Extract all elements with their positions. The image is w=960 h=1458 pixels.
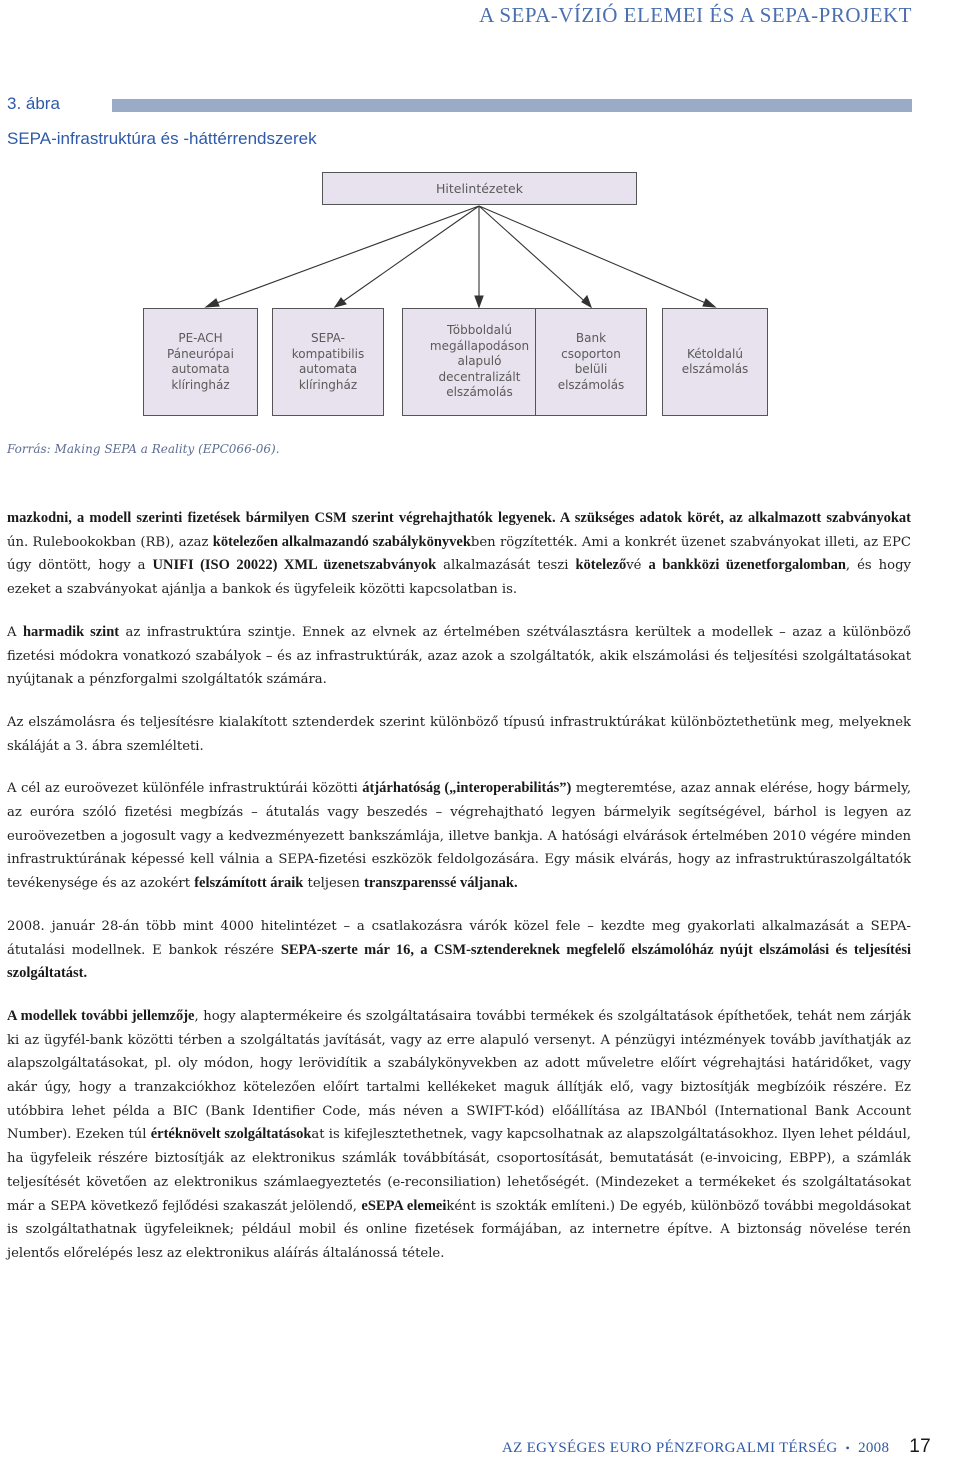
text-run: alkalmazását teszi <box>436 558 576 574</box>
text-run: ben rögzítették. Ami a konkrét üzenet szabványokat illeti, az EPC úgy döntött, hogy a <box>7 534 912 574</box>
text-run: vé <box>626 558 649 574</box>
text-run: 2008. január 28-án több mint 4000 hitelintézet – a csatlakozásra várók közel fele – kezdte meg gyakorlati alkalmazását a SEPA-átutalási modellnek. E bankok részére <box>7 918 911 958</box>
bold-run: SEPA-szerte már 16, a CSM-sztendereknek megfelelő elszámolóház nyújt elszámolási és teljesítési szolgáltatást. <box>7 941 911 982</box>
text-run: , hogy alaptermékeire és szolgáltatásaira további termékek és szolgáltatások építhetőek, tehát nem zárják ki az ügyfél-bank közötti térben a szolgáltatás javítását, vagy az erre alapuló versenyt. A pénzügyi intézmények tovább javíthatják az alapszolgáltatásokat, pl. oly módon, hogy lerövidítik a szabálykönyvekben az adott műveletre előírt végrehajtási határidőket, vagy akár úgy, hogy a tranzakciókhoz kötelezően előírt tartalmi kellékeket maguk állítják elő, vagy biztosítják megbízóik részére. Ez utóbbira lehet példa a BIC (Bank Identifier Code, más néven a SWIFT-kód) előállítása az IBANból (International Bank Account Number). Ezeken túl <box>7 1008 911 1143</box>
text-run: Az elszámolásra és teljesítésre kialakított sztenderdek szerint különböző típusú infrastruktúrákat különböztethetünk meg, melyeknek skáláját a 3. ábra szemlélteti. <box>7 714 911 754</box>
figure-title: SEPA-infrastruktúra és -háttérrendszerek <box>7 129 317 148</box>
text-run: at is kifejlesztethetnek, vagy kapcsolhatnak az alapszolgáltatásokhoz. Ilyen lehet például, ha ügyfeleik részére biztosítják az elektronikus számlák továbbítását, csoportosítását, bemutatását (e-invoicing, EBPP), a számlák teljesítését követően az elektronikus számlaegyeztetés (e-reconsiliation) lehetőségét. (Mindezeket a termékeket és szolgáltatásokat már a SEPA következő fejlődési szakaszát jelölendő, <box>7 1127 911 1214</box>
connector-5 <box>479 206 715 307</box>
text-run: az infrastruktúra szintje. Ennek az elvnek az értelmében szétválasztásra kerültek a modellek – azaz a különböző fizetési módokra vonatkozó szabályok – és az infrastruktúrák, azaz azok a szolgáltatók, akik elszámolási és teljesítési szolgáltatásokat nyújtanak a pénzforgalmi szolgáltatók számára. <box>7 624 911 688</box>
bold-run: UNIFI (ISO 20022) XML üzenetszabványok <box>152 557 437 574</box>
text-run: megteremtése, azaz annak elérése, hogy bármely, az euróra szóló fizetési megbízás – átutalás vagy beszedés – végrehajtható legyen bármelyik segítségével, bárhol is legyen az euroövezetben a jogosult vagy a kedvezményezett bankszámlája, illetve bankja. A hatósági elvárások értelmében 2010 végére minden infrastruktúrának képessé kell válnia a SEPA-fizetési eszközök feldolgozására. Egy másik elvárás, hogy az infrastruktúraszolgáltatók tevékenysége és az azokért <box>7 781 912 892</box>
bold-run: harmadik szint <box>22 623 120 640</box>
box-pe-ach: PE-ACH Páneurópai automata klíringház <box>143 308 258 416</box>
text-run: , és hogy ezeket a szabványokat ajánlja a bankok és ügyfeleik közötti kapcsolatban is. <box>7 558 912 598</box>
figure-source: Forrás: Making SEPA a Reality (EPC066-06). <box>7 442 280 456</box>
connector-4 <box>479 206 591 307</box>
footer-year: 2008 <box>858 1440 890 1456</box>
box-credit-institutions: Hitelintézetek <box>322 172 637 205</box>
bold-run: transzparenssé váljanak. <box>364 875 518 892</box>
arrowhead-5 <box>703 299 715 307</box>
box-sepa-compatible-ach: SEPA- kompatibilis automata klíringház <box>272 308 384 416</box>
bold-run: felszámított áraik <box>194 875 304 892</box>
paragraph <box>7 507 911 602</box>
figure-label: 3. ábra <box>7 94 60 113</box>
arrowhead-3 <box>475 296 483 307</box>
arrowhead-1 <box>206 299 219 307</box>
connector-1 <box>206 206 479 307</box>
arrowhead-4 <box>582 296 591 307</box>
text-run: A <box>7 624 23 640</box>
text-run: ként is szokták említeni.) De egyéb, különböző további megoldásokat is szolgáltathatnak ügyfeleiknek; például mobil és online fizetések formájában, az internetre építve. A biztonság növelése terén jelentős előrelépés lesz az elektronikus aláírás általánossá tétele. <box>7 1198 911 1261</box>
text-run: ún. Rulebookokban (RB), azaz <box>7 534 213 550</box>
text-run: teljesen <box>303 876 365 892</box>
text-run: A cél az euroövezet különféle infrastruktúrái közötti <box>7 781 363 797</box>
bold-run: kötelező <box>575 557 627 574</box>
page-number: 17 <box>909 1436 931 1457</box>
paragraph <box>7 621 911 692</box>
bold-run: értéknövelt szolgáltatások <box>150 1126 312 1143</box>
page-footer <box>502 1436 931 1458</box>
footer-publication-title: AZ EGYSÉGES EURO PÉNZFORGALMI TÉRSÉG <box>502 1440 838 1456</box>
box-bilateral-settlement: Kétoldalú elszámolás <box>662 308 768 416</box>
running-header: A SEPA-VÍZIÓ ELEMEI ÉS A SEPA-PROJEKT <box>479 3 912 27</box>
bold-run: átjárhatóság („interoperabilitás”) <box>362 780 572 797</box>
box-intragroup-settlement: Bank csoporton belüli elszámolás <box>535 308 647 416</box>
paragraph <box>7 777 911 896</box>
connector-2 <box>335 206 479 307</box>
arrowhead-2 <box>335 298 346 307</box>
body-text <box>7 507 911 1285</box>
box-multilateral-settlement: Többoldalú megállapodáson alapuló decentralizált elszámolás <box>402 308 557 416</box>
bold-run: a bankközi üzenetforgalomban <box>648 557 846 574</box>
paragraph <box>7 711 911 758</box>
bold-run: kötelezően alkalmazandó szabálykönyvek <box>212 533 471 550</box>
bold-run: A modellek további jellemzője <box>7 1007 195 1024</box>
bold-run: mazkodni, a modell szerinti fizetések bármilyen CSM szerint végrehajthatók legyenek. A szükséges adatok körét, az alkalmazott szabványokat <box>7 510 911 526</box>
paragraph <box>7 915 911 986</box>
bold-run: eSEPA elemei <box>361 1197 447 1214</box>
footer-bullet: • <box>845 1441 851 1455</box>
paragraph <box>7 1005 911 1266</box>
